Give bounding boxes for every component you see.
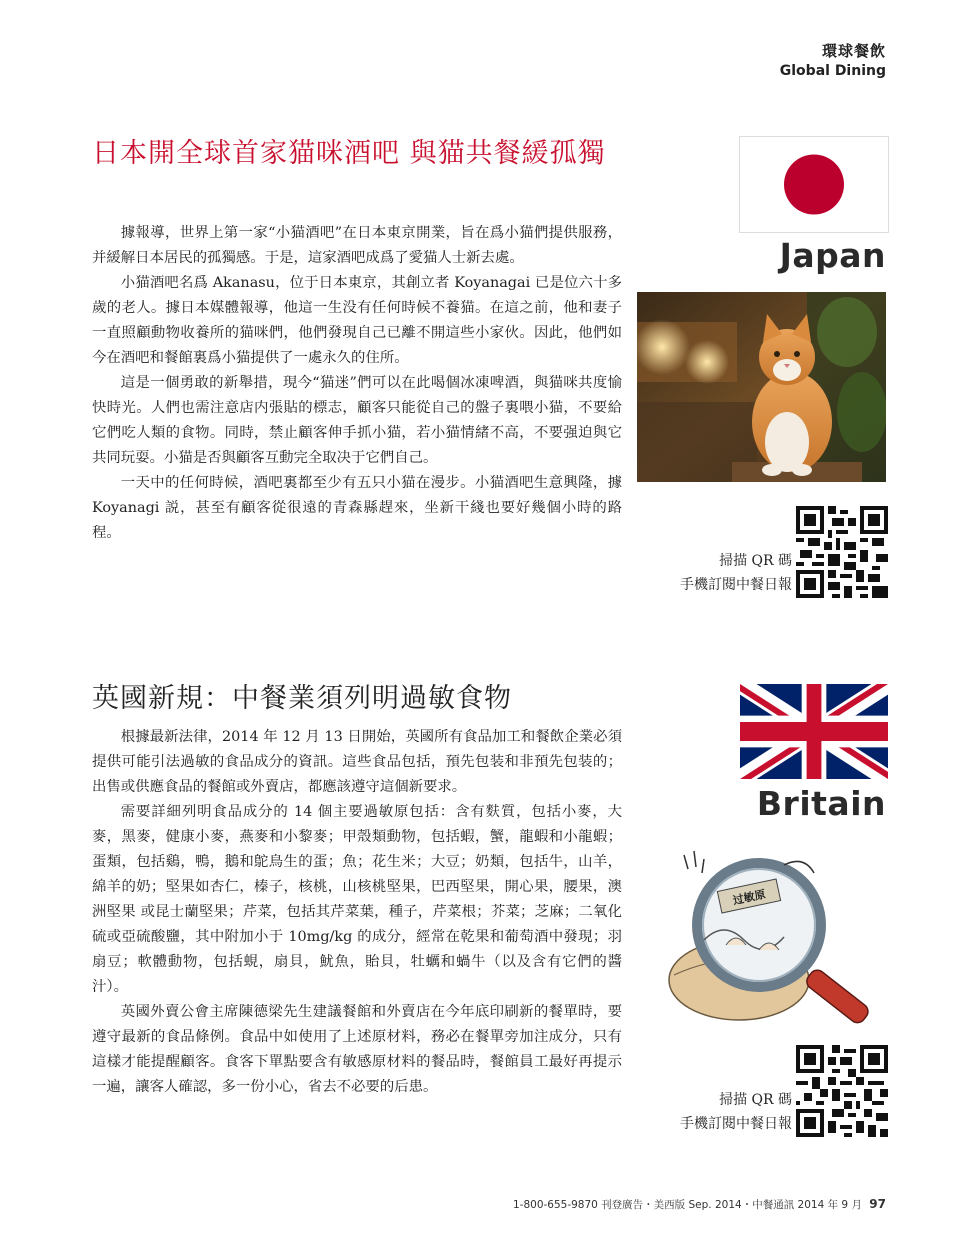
uk-flag-icon xyxy=(740,684,888,779)
qr-caption-line-1: 掃描 QR 碼 xyxy=(719,553,792,569)
article2-paragraph-3: 英國外賣公會主席陳德梁先生建議餐館和外賣店在今年底印刷新的餐單時，要遵守最新的食品條例。食品中如使用了上述原材料，務必在餐單旁加注成分，只有這樣才能提醒顧客。食客下單點要含有敏感原材料的餐品時，餐館員工最好再提示一遍，讓客人確認，多一份小心，省去不必要的后患。 xyxy=(92,1004,622,1095)
article1-paragraph-4: 一天中的任何時候，酒吧裏都至少有五只小猫在漫步。小猫酒吧生意興隆，據 Koyanagi 説，甚至有顧客從很遠的青森縣趕來，坐新干綫也要好幾個小時的路程。 xyxy=(92,475,622,541)
article1-paragraph-3: 這是一個勇敢的新舉措，現今“猫迷”們可以在此喝個冰凍啤酒，與猫咪共度愉快時光。人們也需注意店内張貼的標志，顧客只能從自己的盤子裏喂小猫，不要給它們吃人類的食物。同時，禁止顧客伸手抓小猫，若小猫情緒不高，不要强迫與它共同玩耍。小猫是否與顧客互動完全取决于它們自己。 xyxy=(92,375,622,466)
qr-caption-line-1: 掃描 QR 碼 xyxy=(719,1092,792,1108)
cartoon-label: 过敏原 xyxy=(731,887,767,908)
article1-body xyxy=(92,221,622,546)
japan-flag-icon xyxy=(740,137,888,232)
qr-caption xyxy=(680,1088,792,1136)
article1-paragraph-2: 小猫酒吧名爲 Akanasu，位于日本東京，其創立者 Koyanagai 已是位六十多歲的老人。據日本媒體報導，他這一生没有任何時候不養猫。在這之前，他和妻子一直照顧動物收養所的猫咪們，他們發現自己已離不開這些小家伙。因此，他們如今在酒吧和餐館裏爲小猫提供了一處永久的住所。 xyxy=(92,275,622,366)
section-label xyxy=(780,40,886,79)
article1-paragraph-1: 據報導，世界上第一家“小猫酒吧”在日本東京開業，旨在爲小猫們提供服務，并緩解日本居民的孤獨感。于是，這家酒吧成爲了愛猫人士新去處。 xyxy=(92,225,622,266)
article2-paragraph-2: 需要詳細列明食品成分的 14 個主要過敏原包括：含有麩質，包括小麥，大麥，黑麥，健康小麥，燕麥和小黎麥；甲殼類動物，包括蝦，蟹，龍蝦和小龍蝦；蛋類，包括鷄，鴨，鵝和鴕鳥生的蛋；魚；花生米；大豆；奶類，包括牛，山羊，綿羊的奶；堅果如杏仁，榛子，核桃，山核桃堅果，巴西堅果，開心果，腰果，澳洲堅果 或昆士蘭堅果；芹菜，包括其芹菜葉，種子，芹菜根；芥菜；芝麻；二氧化硫或亞硫酸鹽，其中附加小于 10mg/kg 的成分，經常在乾果和葡萄酒中發現；羽扇豆；軟體動物，包括蜆，扇貝，魷魚，貽貝，牡蠣和蝸牛（以及含有它們的醬汁）。 xyxy=(92,804,622,995)
qr-code-icon[interactable] xyxy=(796,1045,888,1137)
article2-body xyxy=(92,725,622,1100)
qr-caption-line-2: 手機訂閱中餐日報 xyxy=(680,577,792,593)
cat-bar-photo xyxy=(637,292,886,482)
qr-code-icon[interactable] xyxy=(796,506,888,598)
footer-text: 1-800-655-9870 刊登廣告・美西版 Sep. 2014・中餐通訊 2014 年 9 月 xyxy=(512,1199,862,1211)
country-label-japan: Japan xyxy=(779,236,886,275)
qr-caption xyxy=(680,549,792,597)
page-footer xyxy=(513,1197,886,1212)
page-number: 97 xyxy=(869,1197,886,1211)
country-label-britain: Britain xyxy=(756,784,886,823)
section-label-en: Global Dining xyxy=(779,63,886,79)
allergen-cartoon xyxy=(664,845,889,1030)
article1-title: 日本開全球首家猫咪酒吧 與猫共餐緩孤獨 xyxy=(92,138,606,169)
qr-caption-line-2: 手機訂閱中餐日報 xyxy=(680,1116,792,1132)
section-label-zh: 環球餐飲 xyxy=(821,42,886,60)
article2-paragraph-1: 根據最新法律，2014 年 12 月 13 日開始，英國所有食品加工和餐飲企業必須提供可能引法過敏的食品成分的資訊。這些食品包括，預先包装和非預先包装的；出售或供應食品的餐館或外賣店，都應該遵守這個新要求。 xyxy=(92,729,622,795)
article2-title: 英國新規：中餐業須列明過敏食物 xyxy=(92,683,512,714)
